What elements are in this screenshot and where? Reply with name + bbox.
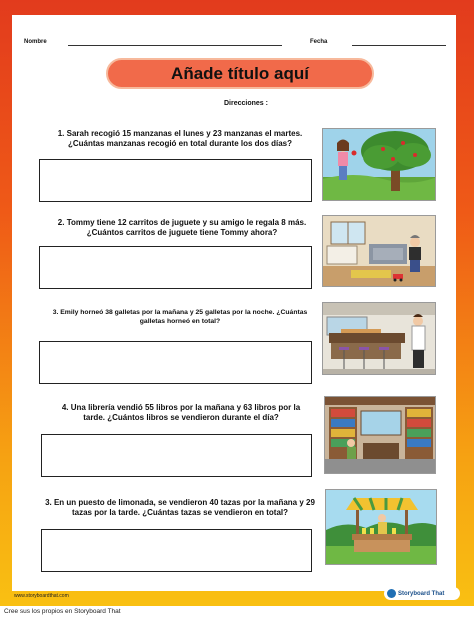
question-5-line-2: tazas por la tarde. ¿Cuántas tazas se vendieron en total?	[71, 508, 289, 518]
question-4-line-1: 4. Una librería vendió 55 libros por la mañana y 63 libros por la	[61, 403, 301, 412]
answer-box-5[interactable]	[41, 529, 312, 572]
footer-caption[interactable]: Cree sus los propios en Storyboard That	[4, 608, 121, 615]
logo-text: Storyboard That	[398, 590, 445, 597]
question-4-line-2: tarde. ¿Cuántos libros se vendieron durante el día?	[83, 413, 279, 423]
question-3-text	[40, 309, 320, 327]
kitchen-scene	[322, 302, 436, 375]
date-line[interactable]	[352, 45, 446, 46]
question-2-line-2: ¿Cuántos carritos de juguete tiene Tommy ahora?	[86, 228, 278, 238]
answer-box-2[interactable]	[39, 246, 312, 289]
site-url[interactable]: www.storyboardthat.com	[14, 593, 69, 599]
question-3-line-2: galletas horneó en total?	[139, 317, 221, 325]
question-1-line-1: 1. Sarah recogió 15 manzanas el lunes y 23 manzanas el martes.	[57, 129, 303, 138]
name-label: Nombre	[24, 39, 47, 45]
bookstore-scene	[324, 396, 436, 474]
question-1-text	[40, 129, 320, 150]
apple-tree-scene	[322, 128, 436, 201]
storyboard-logo-icon	[387, 589, 396, 598]
answer-box-4[interactable]	[41, 434, 312, 477]
question-4-text	[40, 403, 322, 424]
directions-label: Direcciones :	[224, 100, 268, 107]
answer-box-1[interactable]	[39, 159, 312, 202]
question-1-line-2: ¿Cuántas manzanas recogió en total durante los dos días?	[67, 139, 293, 149]
title-banner[interactable]	[106, 58, 374, 89]
storyboard-that-logo[interactable]	[384, 587, 460, 600]
name-line[interactable]	[68, 45, 282, 46]
answer-box-3[interactable]	[39, 341, 312, 384]
page-title: Añade título aquí	[171, 63, 309, 83]
date-label: Fecha	[310, 39, 328, 45]
question-5-text	[40, 498, 320, 519]
question-3-line-1: 3. Emily horneó 38 galletas por la mañana y 25 galletas por la noche. ¿Cuántas	[52, 309, 308, 316]
question-5-line-1: 3. En un puesto de limonada, se vendieron 40 tazas por la mañana y 29	[45, 498, 315, 507]
question-2-text	[40, 218, 324, 239]
living-room-scene	[322, 215, 436, 287]
question-2-line-1: 2. Tommy tiene 12 carritos de juguete y su amigo le regala 8 más.	[57, 218, 307, 227]
lemonade-stand-scene	[325, 489, 437, 565]
